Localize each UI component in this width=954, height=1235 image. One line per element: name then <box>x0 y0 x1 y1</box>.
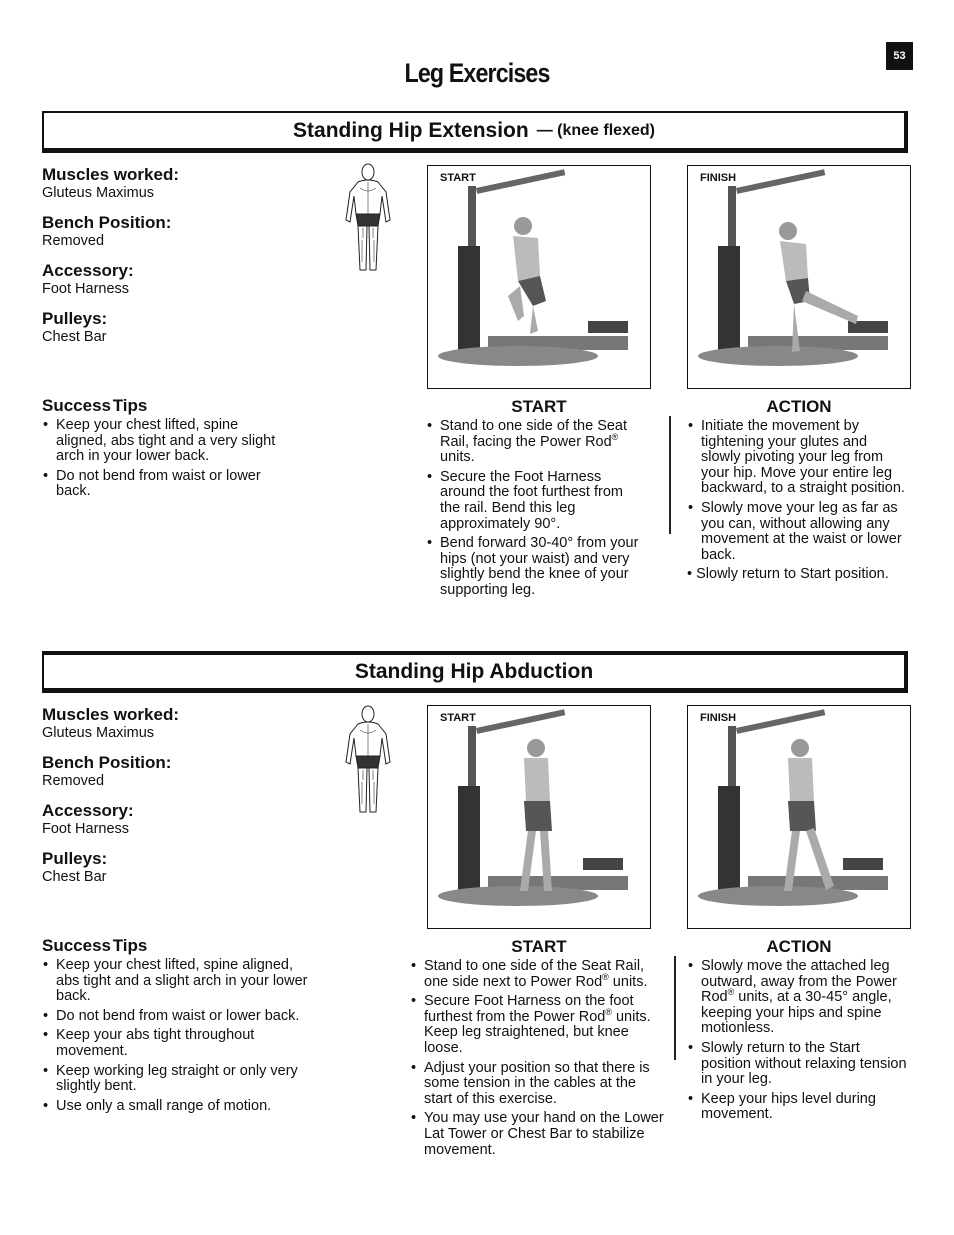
list-item: • Keep your chest lifted, spine aligned, abs tight and a slight arch in your lower back. <box>42 958 317 1005</box>
pulleys-label: Pulleys: <box>42 849 108 868</box>
success-tips-title: Success Tips <box>42 396 148 415</box>
finish-tag: FINISH <box>700 712 737 724</box>
exercise-finish-illustration <box>688 706 910 928</box>
list-item: • Stand to one side of the Seat Rail, facing the Power Rod® units. <box>426 419 646 466</box>
start-photo <box>427 165 651 389</box>
start-heading: START <box>511 937 567 956</box>
bench-label: Bench Position: <box>42 753 172 772</box>
start-tag: START <box>440 172 476 184</box>
list-item: • Do not bend from waist or lower back. <box>42 1009 317 1025</box>
bench-value: Removed <box>42 233 105 249</box>
section-header-hip-extension <box>42 111 908 153</box>
list-item-text: Slowly return to Start position. <box>696 566 889 583</box>
success-tips-title: Success Tips <box>42 936 148 955</box>
muscle-diagram-figure <box>342 162 394 274</box>
bench-label: Bench Position: <box>42 213 172 232</box>
start-heading: START <box>511 397 567 416</box>
section-header-hip-abduction <box>42 651 908 693</box>
pulleys-label: Pulleys: <box>42 309 108 328</box>
finish-photo <box>687 705 911 929</box>
action-steps-list <box>687 419 909 587</box>
list-item: • Bend forward 30-40° from your hips (not your waist) and very slightly bend the knee of your supporting leg. <box>426 536 646 598</box>
bench-value: Removed <box>42 773 105 789</box>
column-divider <box>674 956 676 1060</box>
accessory-value: Foot Harness <box>42 821 130 837</box>
action-heading: ACTION <box>766 397 832 416</box>
section-title: Standing Hip Abduction <box>354 659 594 683</box>
exercise-setup-info <box>42 165 342 345</box>
list-item: • Keep your chest lifted, spine aligned, abs tight and a very slight arch in your lower back. <box>42 418 292 465</box>
start-tag: START <box>440 712 476 724</box>
list-item: • Slowly return to Start position. <box>687 566 889 583</box>
muscles-label: Muscles worked: <box>42 705 179 724</box>
success-tips <box>42 396 292 504</box>
exercise-finish-illustration <box>688 166 910 388</box>
section-title: Standing Hip Extension <box>293 118 529 142</box>
list-item: • Slowly return to the Start position without relaxing tension in your leg. <box>687 1041 909 1088</box>
list-item: • Use only a small range of motion. <box>42 1099 317 1115</box>
column-divider <box>669 416 671 534</box>
action-steps-list <box>687 959 909 1127</box>
pulleys-value: Chest Bar <box>42 869 107 885</box>
list-item: • Slowly move your leg as far as you can, without allowing any movement at the waist or lower back. <box>687 501 909 563</box>
muscles-value: Gluteus Maximus <box>42 725 155 741</box>
finish-photo <box>687 165 911 389</box>
list-item: • Stand to one side of the Seat Rail, one side next to Power Rod® units. <box>410 959 668 990</box>
list-item: • You may use your hand on the Lower Lat Tower or Chest Bar to stabilize movement. <box>410 1111 668 1158</box>
start-photo <box>427 705 651 929</box>
list-item: • Keep working leg straight or only very slightly bent. <box>42 1064 317 1095</box>
pulleys-value: Chest Bar <box>42 329 107 345</box>
page-number: 53 <box>886 42 913 70</box>
muscles-label: Muscles worked: <box>42 165 179 184</box>
section-subtitle: — (knee flexed) <box>536 121 655 139</box>
accessory-value: Foot Harness <box>42 281 130 297</box>
exercise-start-illustration <box>428 166 650 388</box>
list-item: • Do not bend from waist or lower back. <box>42 469 292 500</box>
exercise-setup-info <box>42 705 342 885</box>
muscles-value: Gluteus Maximus <box>42 185 155 201</box>
success-tips-list <box>42 418 292 500</box>
list-item: • Keep your hips level during movement. <box>687 1092 909 1123</box>
list-item: • Secure Foot Harness on the foot furthest from the Power Rod® units. Keep leg straightened, but knee loose. <box>410 994 668 1056</box>
start-steps-list <box>410 959 668 1162</box>
list-item: • Slowly move the attached leg outward, away from the Power Rod® units, at a 30-45° angle, keeping your hips and spine motionless. <box>687 959 909 1037</box>
list-item: • Secure the Foot Harness around the foot furthest from the rail. Bend this leg approximately 90°. <box>426 470 646 532</box>
action-heading: ACTION <box>766 937 832 956</box>
list-item: • Initiate the movement by tightening your glutes and slowly pivoting your leg from your hip. Move your entire leg backward, to a straight position. <box>687 419 909 497</box>
exercise-start-illustration <box>428 706 650 928</box>
start-steps-list <box>426 419 646 603</box>
finish-tag: FINISH <box>700 172 737 184</box>
list-item: • Adjust your position so that there is some tension in the cables at the start of this exercise. <box>410 1061 668 1108</box>
accessory-label: Accessory: <box>42 261 134 280</box>
success-tips-list <box>42 958 317 1114</box>
success-tips <box>42 936 317 1118</box>
page-title: Leg Exercises <box>404 58 550 88</box>
muscle-diagram-figure <box>342 704 394 816</box>
list-item: • Keep your abs tight throughout movement. <box>42 1028 317 1059</box>
accessory-label: Accessory: <box>42 801 134 820</box>
